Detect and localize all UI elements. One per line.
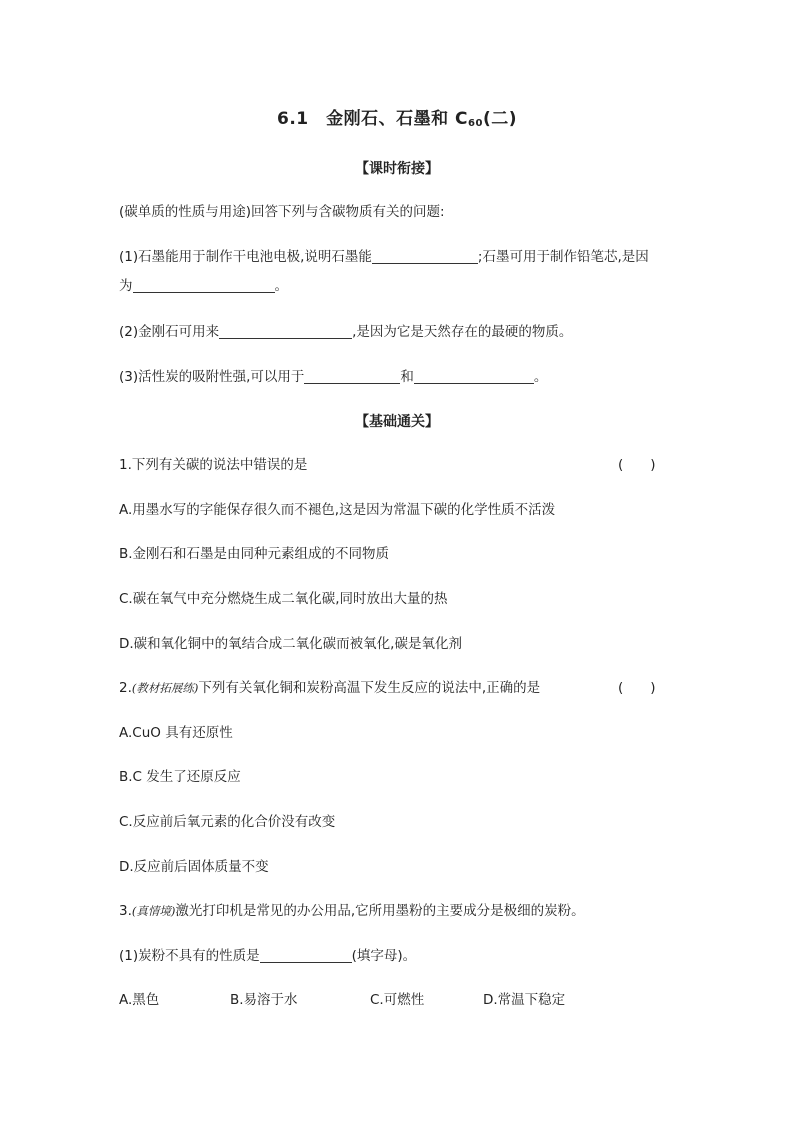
question-2-answer-paren[interactable]: ( ): [618, 680, 656, 696]
question-3-sub1-text-b: (填字母)。: [351, 948, 417, 964]
question-3-option-a[interactable]: A.黑色: [119, 992, 160, 1008]
answer-blank[interactable]: [219, 324, 352, 339]
question-1-answer-paren[interactable]: ( ): [618, 457, 656, 473]
answer-blank[interactable]: [304, 369, 400, 384]
question-2-option-b[interactable]: B.C 发生了还原反应: [119, 769, 241, 785]
section-heading-lesson-link: 【课时衔接】: [355, 161, 439, 177]
question-3-stem: [119, 901, 585, 921]
question-3-number: 3.: [119, 903, 132, 919]
intro-q2-text-b: ,是因为它是天然存在的最硬的物质。: [352, 324, 573, 340]
question-3-sub1-text-a: (1)炭粉不具有的性质是: [119, 948, 260, 964]
question-2-option-a[interactable]: A.CuO 具有还原性: [119, 725, 233, 741]
question-3-text: 激光打印机是常见的办公用品,它所用墨粉的主要成分是极细的炭粉。: [175, 903, 585, 919]
page-title: [0, 104, 794, 129]
intro-prompt: (碳单质的性质与用途)回答下列与含碳物质有关的问题:: [119, 204, 445, 220]
question-1-option-c[interactable]: C.碳在氧气中充分燃烧生成二氧化碳,同时放出大量的热: [119, 591, 448, 607]
question-1-stem: 1.下列有关碳的说法中错误的是: [119, 457, 308, 473]
question-3-option-b[interactable]: B.易溶于水: [230, 992, 298, 1008]
title-main: 6.1 金刚石、石墨和 C: [277, 109, 469, 129]
intro-q1-text-c: 为: [119, 278, 133, 294]
question-2-text: 下列有关氧化铜和炭粉高温下发生反应的说法中,正确的是: [198, 680, 541, 696]
intro-q1-text-a: (1)石墨能用于制作干电池电极,说明石墨能: [119, 249, 372, 265]
question-3-option-d[interactable]: D.常温下稳定: [483, 992, 566, 1008]
title-subscript: 60: [468, 118, 483, 129]
question-1-option-a[interactable]: A.用墨水写的字能保存很久而不褪色,这是因为常温下碳的化学性质不活泼: [119, 502, 556, 518]
question-3-tag: (真情境): [131, 904, 176, 918]
question-2-stem: [119, 678, 540, 698]
question-1-option-b[interactable]: B.金刚石和石墨是由同种元素组成的不同物质: [119, 546, 390, 562]
intro-q3: [119, 367, 547, 387]
answer-blank[interactable]: [260, 948, 352, 963]
intro-q3-text-a: (3)活性炭的吸附性强,可以用于: [119, 369, 305, 385]
intro-q2: [119, 322, 572, 342]
intro-q3-end: 。: [533, 369, 548, 385]
intro-q2-text-a: (2)金刚石可用来: [119, 324, 220, 340]
question-1-option-d[interactable]: D.碳和氧化铜中的氧结合成二氧化碳而被氧化,碳是氧化剂: [119, 636, 462, 652]
question-3-sub1: [119, 946, 416, 966]
question-2-option-d[interactable]: D.反应前后固体质量不变: [119, 859, 269, 875]
intro-q1-text-b: ;石墨可用于制作铅笔芯,是因: [477, 249, 649, 265]
intro-q1-line2: [119, 276, 288, 296]
intro-q1-end: 。: [274, 278, 288, 294]
answer-blank[interactable]: [414, 369, 534, 384]
section-heading-basics: 【基础通关】: [355, 414, 439, 430]
answer-blank[interactable]: [372, 249, 478, 264]
intro-q3-and: 和: [400, 369, 414, 385]
question-3-option-c[interactable]: C.可燃性: [370, 992, 425, 1008]
intro-q1-line1: [119, 247, 649, 267]
answer-blank[interactable]: [133, 278, 275, 293]
question-2-number: 2.: [119, 680, 132, 696]
question-2-tag: (教材拓展练): [131, 681, 199, 695]
title-tail: (二): [482, 109, 517, 129]
question-2-option-c[interactable]: C.反应前后氧元素的化合价没有改变: [119, 814, 336, 830]
